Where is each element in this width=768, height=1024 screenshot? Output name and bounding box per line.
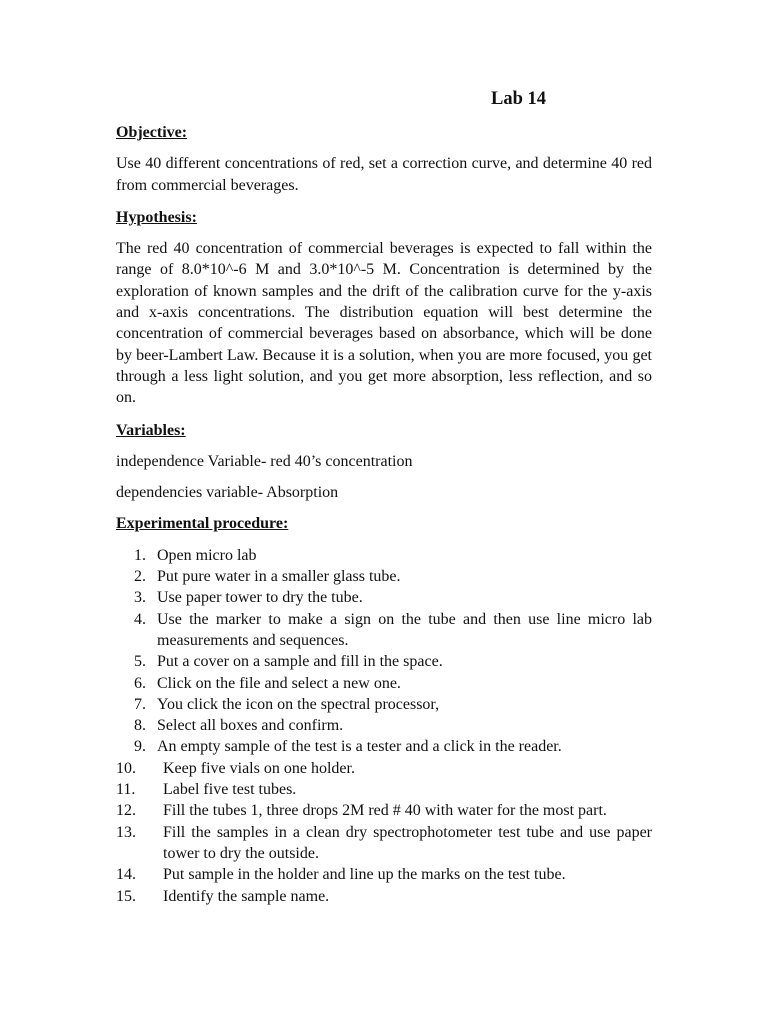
dependent-variable: dependencies variable- Absorption [116, 484, 339, 502]
step-number: 14. [116, 866, 136, 884]
step-text: Keep five vials on one holder. [163, 759, 355, 777]
step-text: Put sample in the holder and line up the marks on the test tube. [163, 866, 566, 884]
procedure-step [116, 779, 652, 800]
step-text: Fill the samples in a clean dry spectrophotometer test tube and use paper tower to dry the outside. [163, 823, 652, 862]
procedure-step [116, 673, 652, 694]
page-title: Lab 14 [491, 89, 547, 109]
objective-text: Use 40 different concentrations of red, set a correction curve, and determine 40 red from commercial beverages. [116, 155, 652, 194]
step-number: 10. [116, 759, 136, 777]
step-text: Put a cover on a sample and fill in the space. [157, 653, 443, 671]
step-number: 9. [134, 738, 146, 756]
procedure-step [116, 651, 652, 672]
procedure-heading: Experimental procedure: [116, 515, 289, 533]
step-number: 1. [134, 546, 146, 564]
step-text: Put pure water in a smaller glass tube. [157, 568, 401, 586]
step-number: 8. [134, 717, 146, 735]
step-number: 6. [134, 674, 146, 692]
step-number: 7. [134, 695, 146, 713]
step-number: 4. [134, 610, 146, 628]
step-text: Label five test tubes. [163, 781, 297, 799]
step-number: 2. [134, 568, 146, 586]
procedure-step [116, 609, 652, 652]
procedure-step [116, 545, 652, 566]
procedure-step [116, 886, 652, 907]
procedure-step [116, 736, 652, 757]
step-number: 5. [134, 653, 146, 671]
step-text: Use paper tower to dry the tube. [157, 589, 363, 607]
step-number: 13. [116, 823, 136, 841]
variables-heading: Variables: [116, 421, 186, 439]
step-number: 15. [116, 887, 136, 905]
hypothesis-heading: Hypothesis: [116, 208, 197, 226]
independent-variable: independence Variable- red 40’s concentration [116, 452, 413, 470]
step-text: Fill the tubes 1, three drops 2M red # 40 with water for the most part. [163, 802, 607, 820]
hypothesis-text: The red 40 concentration of commercial beverages is expected to fall within the range of 8.0*10^-6 M and 3.0*10^-5 M. Concentration is determined by the exploration of known samples and the drift of the calibration curve for the y-axis and x-axis concentrations. The distribution equation will best determine the concentration of commercial beverages based on absorbance, which will be done by beer-Lambert Law. Because it is a solution, when you are more focused, you get through a less light solution, and you get more absorption, less reflection, and so on. [116, 240, 652, 407]
step-text: Open micro lab [157, 546, 257, 564]
procedure-step [116, 822, 652, 865]
step-text: Use the marker to make a sign on the tube and then use line micro lab measurements and sequences. [157, 610, 652, 649]
procedure-step [116, 800, 652, 821]
procedure-step [116, 566, 652, 587]
step-number: 11. [116, 781, 136, 799]
procedure-list [116, 545, 652, 907]
step-text: You click the icon on the spectral processor, [157, 695, 440, 713]
procedure-step [116, 758, 652, 779]
step-text: An empty sample of the test is a tester and a click in the reader. [157, 738, 562, 756]
step-number: 12. [116, 802, 136, 820]
step-text: Click on the file and select a new one. [157, 674, 401, 692]
procedure-step [116, 864, 652, 885]
objective-heading: Objective: [116, 124, 188, 141]
procedure-step [116, 715, 652, 736]
step-number: 3. [134, 589, 146, 607]
step-text: Select all boxes and confirm. [157, 717, 344, 735]
document-body [116, 122, 652, 907]
step-text: Identify the sample name. [163, 887, 330, 905]
procedure-step [116, 694, 652, 715]
procedure-step [116, 587, 652, 608]
